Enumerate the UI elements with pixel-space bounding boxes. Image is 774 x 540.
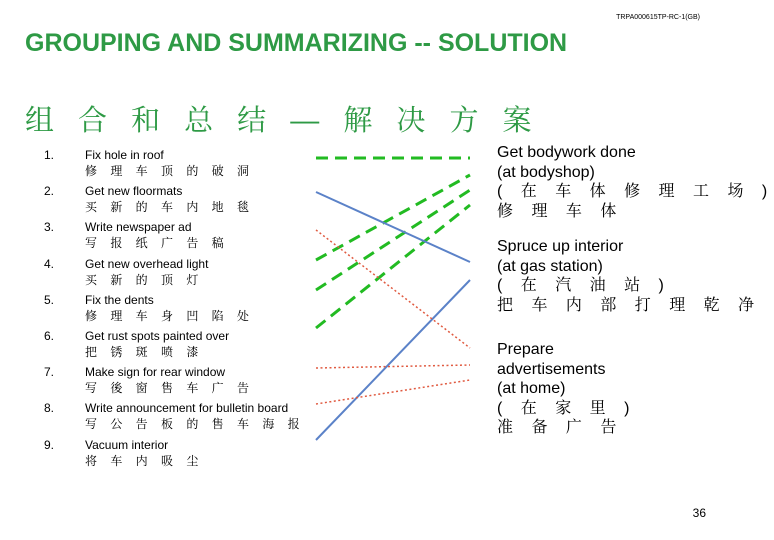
task-item — [44, 365, 344, 401]
task-label: Get rust spots painted over — [85, 328, 230, 343]
task-label: Get new floormats — [85, 184, 183, 199]
task-label-chinese: 买 新 的 顶 灯 — [85, 272, 204, 287]
group-location: (at gas station) — [497, 257, 603, 275]
task-item — [44, 329, 344, 365]
group-heading: Prepare — [497, 341, 554, 358]
task-number: 8. — [44, 401, 55, 416]
task-number: 1. — [44, 148, 55, 162]
group-location: (at home) — [497, 380, 566, 397]
group-location-chinese: ( 在 汽 油 站 ) — [497, 277, 671, 294]
task-label-chinese: 修 理 车 身 凹 陷 处 — [85, 308, 255, 323]
task-item — [44, 257, 344, 293]
document-code: TRPA000615TP-RC-1(GB) — [616, 14, 700, 21]
task-list — [44, 148, 344, 474]
task-label: Vacuum interior — [85, 437, 169, 452]
slide-title: GROUPING AND SUMMARIZING -- SOLUTION — [25, 29, 568, 57]
group-advertisements — [497, 340, 636, 438]
group-location-chinese: ( 在 家 里 ) — [497, 399, 637, 417]
task-label-chinese: 写 报 纸 广 告 稿 — [85, 236, 229, 251]
task-label: Make sign for rear window — [85, 365, 226, 380]
task-label-chinese: 把 锈 斑 喷 漆 — [85, 344, 204, 359]
group-heading-chinese: 把 车 内 部 打 理 乾 净 — [497, 296, 762, 314]
group-location: (at bodyshop) — [497, 163, 595, 181]
task-label-chinese: 买 新 的 车 内 地 毯 — [85, 200, 255, 215]
group-bodywork — [497, 143, 774, 221]
task-number: 7. — [44, 365, 55, 380]
task-label-chinese: 将 车 内 吸 尘 — [85, 453, 204, 468]
group-heading: Spruce up interior — [497, 238, 624, 255]
group-heading: Get bodywork done — [497, 144, 636, 161]
group-location-chinese: ( 在 车 体 修 理 工 场 ) — [497, 183, 774, 200]
task-item — [44, 220, 344, 256]
group-heading-continued: advertisements — [497, 360, 606, 378]
task-item — [44, 293, 344, 329]
task-number: 9. — [44, 437, 55, 452]
task-number: 2. — [44, 184, 55, 199]
task-number: 5. — [44, 292, 55, 307]
slide-title-chinese: 组 合 和 总 结 — 解 决 方 案 — [25, 105, 540, 137]
group-heading-chinese: 修 理 车 体 — [497, 202, 624, 220]
task-label-chinese: 写 公 告 板 的 售 车 海 报 — [85, 417, 305, 432]
task-label: Fix hole in roof — [85, 148, 164, 162]
group-heading-chinese: 准 备 广 告 — [497, 419, 624, 436]
task-item — [44, 401, 344, 437]
task-number: 4. — [44, 256, 55, 271]
task-item — [44, 148, 344, 184]
task-label: Fix the dents — [85, 292, 154, 307]
task-label: Write announcement for bulletin board — [85, 401, 289, 416]
task-item — [44, 184, 344, 220]
task-label: Get new overhead light — [85, 256, 209, 271]
task-number: 6. — [44, 328, 55, 343]
task-label: Write newspaper ad — [85, 220, 192, 235]
task-label-chinese: 修 理 车 顶 的 破 洞 — [85, 164, 255, 178]
task-item — [44, 438, 344, 474]
group-interior — [497, 237, 761, 315]
page-number: 36 — [692, 506, 706, 520]
task-label-chinese: 写 後 窗 售 车 广 告 — [85, 381, 255, 396]
task-number: 3. — [44, 220, 55, 235]
